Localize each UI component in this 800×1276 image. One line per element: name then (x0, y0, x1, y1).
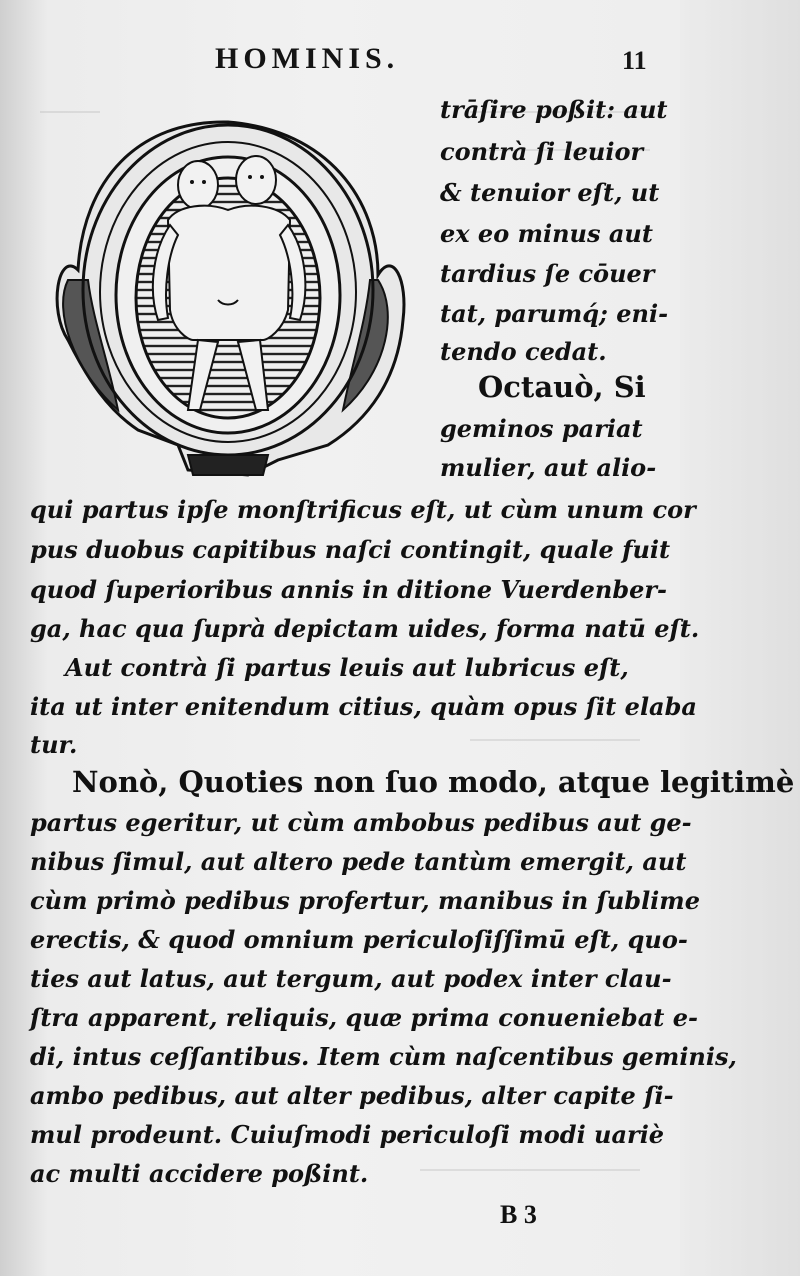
section-nono: Nonò, Quoties non ſuo modo, atque legitimè (72, 765, 795, 799)
text-line: ambo pedibus, aut alter pedibus, alter capite ſi- (30, 1081, 674, 1110)
text-line: ex eo minus aut (440, 219, 653, 248)
running-head: HOMINIS. (215, 42, 400, 75)
text-line: mul prodeunt. Cuiuſmodi periculoſi modi uariè (30, 1120, 665, 1149)
text-line: tendo cedat. (440, 337, 607, 366)
text-line: mulier, aut alio- (440, 453, 657, 482)
text-line: contrà ſi leuior (440, 137, 644, 166)
section-octavo: Octauò, Si (478, 370, 646, 404)
text-line: erectis, & quod omnium periculoſiſſimū eſt, quo- (30, 925, 688, 954)
text-line: ita ut inter enitendum citius, quàm opus ſit elaba (30, 692, 697, 721)
text-line: di, intus ceſſantibus. Item cùm naſcentibus geminis, (30, 1042, 737, 1071)
text-line: cùm primò pedibus profertur, manibus in ſublime (30, 886, 700, 915)
text-line: ga, hac qua ſuprà depictam uides, forma natū eſt. (30, 614, 700, 643)
text-line: tardius ſe cōuer (440, 259, 655, 288)
text-line: trāſire poßit: aut (440, 95, 668, 124)
text-line: pus duobus capitibus naſci contingit, quale fuit (30, 535, 671, 564)
text-line: & tenuior eſt, ut (440, 178, 660, 207)
text-line: ac multi accidere poßint. (30, 1159, 369, 1188)
text-line: quod ſuperioribus annis in ditione Vuerdenber- (30, 575, 667, 604)
signature-mark: B 3 (500, 1200, 537, 1229)
text-line: geminos pariat (440, 414, 643, 443)
text-line: qui partus ipſe monſtrificus eſt, ut cùm unum cor (30, 495, 696, 524)
text-line: Aut contrà ſi partus leuis aut lubricus eſt, (65, 653, 629, 682)
text-line: tur. (30, 730, 78, 759)
text-line: tat, parumq́; eni- (440, 299, 669, 328)
text-line: partus egeritur, ut cùm ambobus pedibus aut ge- (30, 808, 692, 837)
conjoined-twins-woodcut-illustration (48, 110, 408, 480)
text-line: nibus ſimul, aut altero pede tantùm emergit, aut (30, 847, 687, 876)
page-number: 11 (622, 46, 647, 75)
text-line: ties aut latus, aut tergum, aut podex inter clau- (30, 964, 672, 993)
text-line: ſtra apparent, reliquis, quæ prima conueniebat e- (30, 1003, 698, 1032)
